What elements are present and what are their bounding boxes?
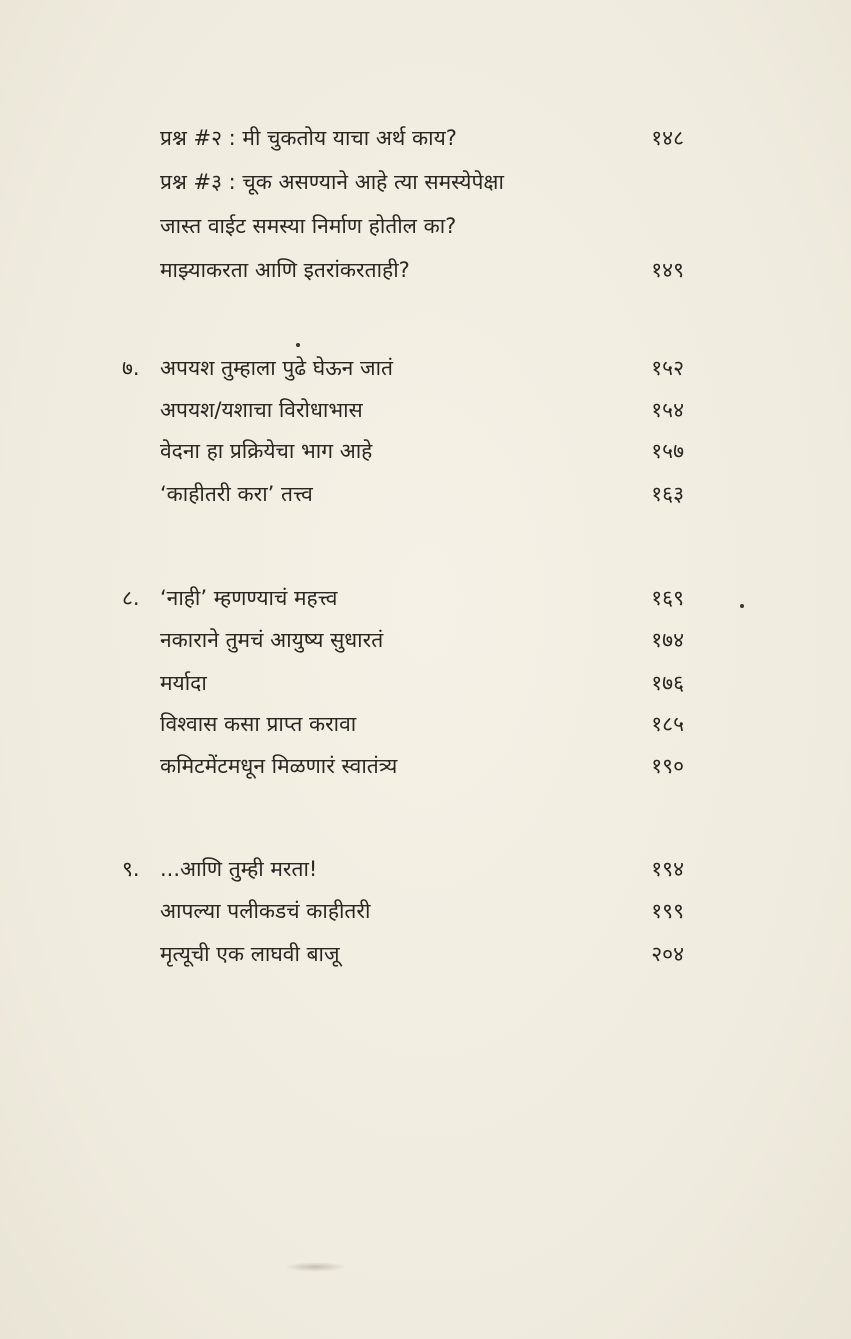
chapter-page: १९४	[651, 857, 684, 881]
toc-entry-title: प्रश्न #३ : चूक असण्याने आहे त्या समस्येपेक्षा	[160, 170, 504, 194]
chapter-number: ८.	[122, 586, 140, 610]
toc-entry-page: १५७	[651, 439, 684, 463]
ink-smudge	[284, 1262, 346, 1272]
toc-entry-title: कमिटमेंटमधून मिळणारं स्वातंत्र्य	[160, 754, 398, 778]
toc-entry-page: १४९	[651, 258, 684, 282]
toc-entry-title: मृत्यूची एक लाघवी बाजू	[160, 942, 340, 966]
toc-entry-page: १६३	[651, 482, 684, 506]
toc-entry-title: माझ्याकरता आणि इतरांकरताही?	[160, 258, 410, 282]
toc-entry-title: नकाराने तुमचं आयुष्य सुधारतं	[160, 628, 384, 652]
ink-speck	[296, 343, 300, 347]
toc-entry-page: १५४	[651, 398, 684, 422]
chapter-title: अपयश तुम्हाला पुढे घेऊन जातं	[160, 356, 394, 380]
chapter-page: १५२	[651, 356, 684, 380]
toc-entry-page: १८५	[651, 712, 684, 736]
toc-entry-title: वेदना हा प्रक्रियेचा भाग आहे	[160, 439, 373, 463]
toc-entry-title: प्रश्न #२ : मी चुकतोय याचा अर्थ काय?	[160, 126, 457, 150]
chapter-title: ‘नाही’ म्हणण्याचं महत्त्व	[160, 586, 338, 610]
toc-entry-title: ‘काहीतरी करा’ तत्त्व	[160, 482, 313, 506]
chapter-title: ...आणि तुम्ही मरता!	[160, 857, 318, 881]
toc-entry-title: अपयश/यशाचा विरोधाभास	[160, 398, 363, 422]
chapter-number: ७.	[122, 356, 140, 380]
toc-entry-page: १७४	[651, 628, 684, 652]
toc-entry-title: आपल्या पलीकडचं काहीतरी	[160, 899, 371, 923]
toc-entry-page: २०४	[651, 942, 684, 966]
toc-entry-title: विश्वास कसा प्राप्त करावा	[160, 712, 357, 736]
toc-entry-title: मर्यादा	[160, 671, 207, 695]
toc-entry-title: जास्त वाईट समस्या निर्माण होतील का?	[160, 214, 457, 238]
chapter-page: १६९	[651, 586, 684, 610]
chapter-number: ९.	[122, 857, 140, 881]
ink-speck	[740, 604, 744, 608]
toc-entry-page: १७६	[651, 671, 684, 695]
toc-entry-page: १४८	[651, 126, 684, 150]
toc-entry-page: १९९	[651, 899, 684, 923]
toc-entry-page: १९०	[651, 754, 684, 778]
